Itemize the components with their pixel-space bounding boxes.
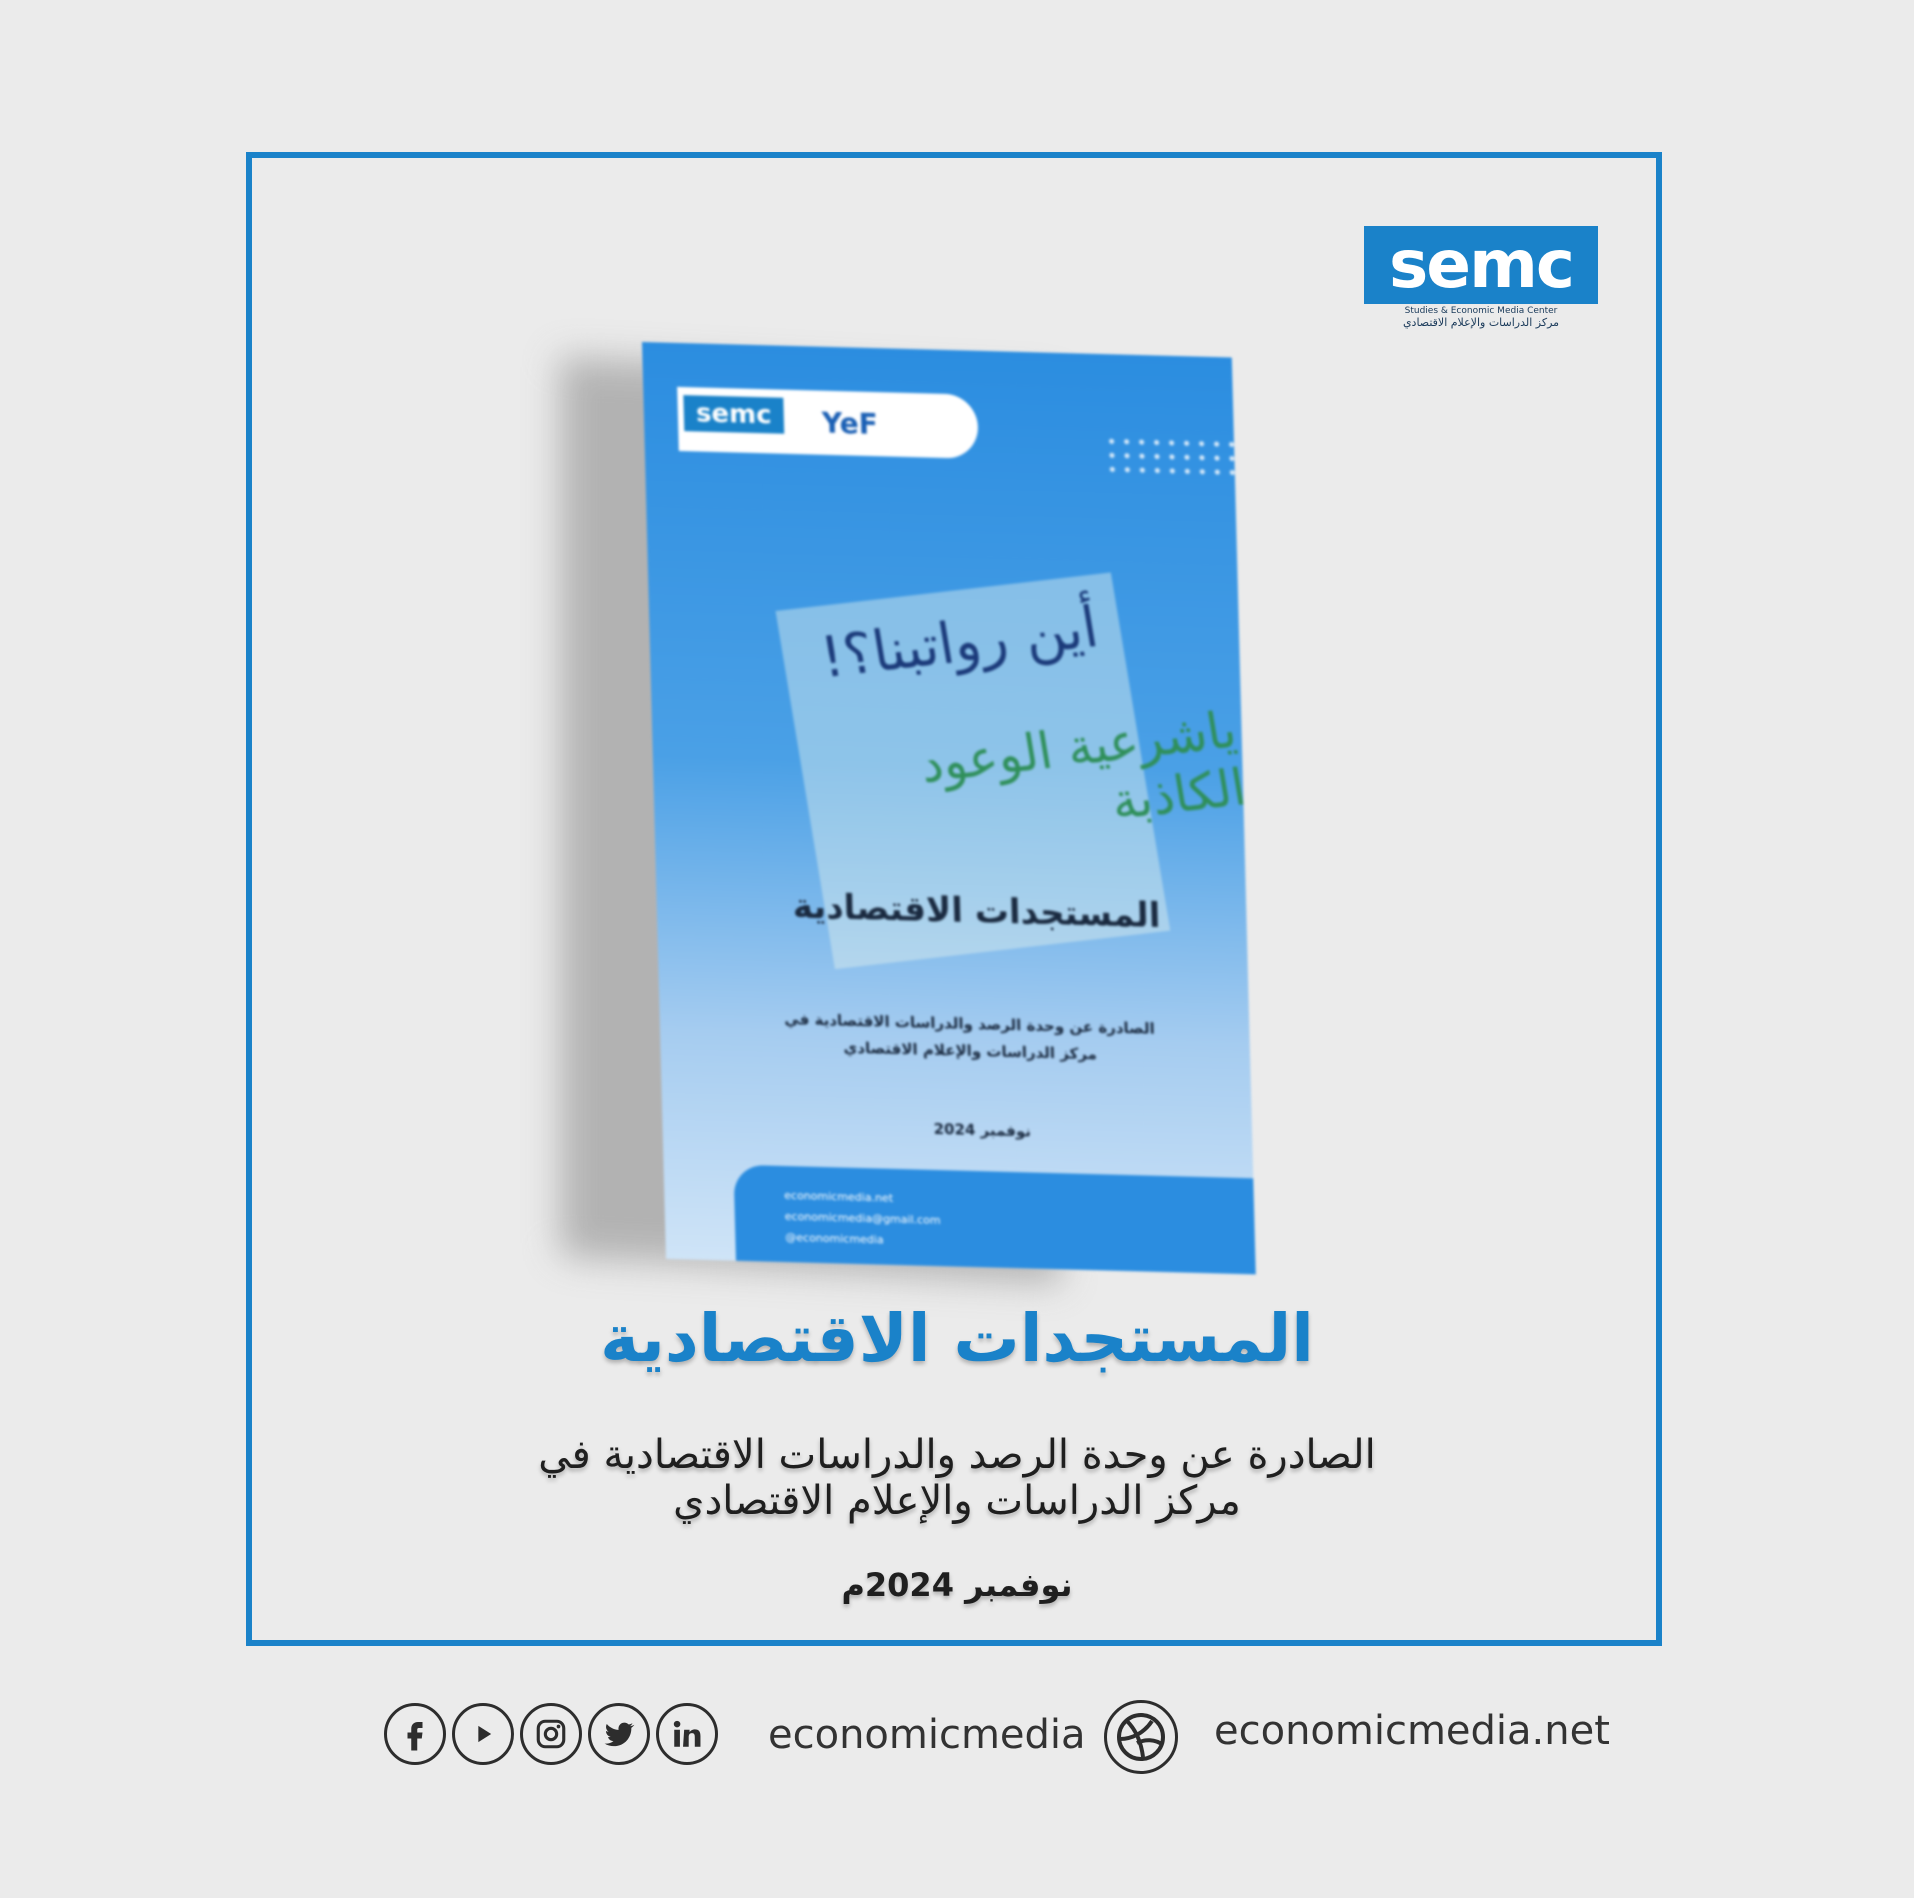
cover-subtitle-line-2: مركز الدراسات والإعلام الاقتصادي bbox=[843, 1038, 1098, 1064]
cover-footer-text bbox=[784, 1186, 941, 1253]
cover-footer-handle: @economicmedia bbox=[785, 1230, 884, 1247]
page-title: المستجدات الاقتصادية bbox=[600, 1300, 1314, 1377]
facebook-icon[interactable] bbox=[384, 1703, 446, 1765]
cover-title: المستجدات الاقتصادية bbox=[792, 886, 1161, 936]
page-subtitle-line-2: مركز الدراسات والإعلام الاقتصادي bbox=[673, 1478, 1241, 1524]
social-handle[interactable]: economicmedia bbox=[768, 1712, 1086, 1758]
semc-logo-english: Studies & Economic Media Center bbox=[1404, 306, 1558, 316]
semc-logo-wordmark: semc bbox=[1389, 226, 1573, 303]
cover-date: نوفمبر 2024 bbox=[933, 1119, 1032, 1141]
cover-sign-text-2: ياشرعية الوعود الكاذبة bbox=[915, 700, 1250, 831]
page-subtitle bbox=[457, 1432, 1457, 1524]
cover-yef-logo: YeF bbox=[821, 406, 879, 442]
semc-logo-arabic: مركز الدراسات والإعلام الاقتصادي bbox=[1402, 316, 1560, 329]
cover-subtitle bbox=[759, 1005, 1180, 1070]
report-cover bbox=[642, 342, 1256, 1274]
semc-logo-caption bbox=[1364, 306, 1598, 329]
cover-footer-email: economicmedia@gmail.com bbox=[784, 1209, 941, 1228]
semc-logo bbox=[1364, 226, 1598, 340]
youtube-icon[interactable] bbox=[452, 1703, 514, 1765]
cover-sign-text-1: أين رواتبنا؟! bbox=[816, 594, 1103, 692]
linkedin-icon[interactable] bbox=[656, 1703, 718, 1765]
page-subtitle-line-1: الصادرة عن وحدة الرصد والدراسات الاقتصادية في bbox=[538, 1432, 1376, 1478]
dribbble-icon[interactable] bbox=[1104, 1700, 1178, 1774]
social-links bbox=[384, 1703, 718, 1769]
cover-subtitle-line-1: الصادرة عن وحدة الرصد والدراسات الاقتصادية في bbox=[784, 1009, 1155, 1038]
publication-date: نوفمبر 2024م bbox=[841, 1566, 1073, 1604]
twitter-icon[interactable] bbox=[588, 1703, 650, 1765]
cover-footer-website: economicmedia.net bbox=[784, 1189, 894, 1205]
semc-logo-box bbox=[1364, 226, 1598, 304]
instagram-icon[interactable] bbox=[520, 1703, 582, 1765]
cover-dot-pattern bbox=[1104, 434, 1235, 477]
website-link[interactable]: economicmedia.net bbox=[1214, 1708, 1610, 1754]
cover-semc-logo: semc bbox=[683, 395, 784, 434]
